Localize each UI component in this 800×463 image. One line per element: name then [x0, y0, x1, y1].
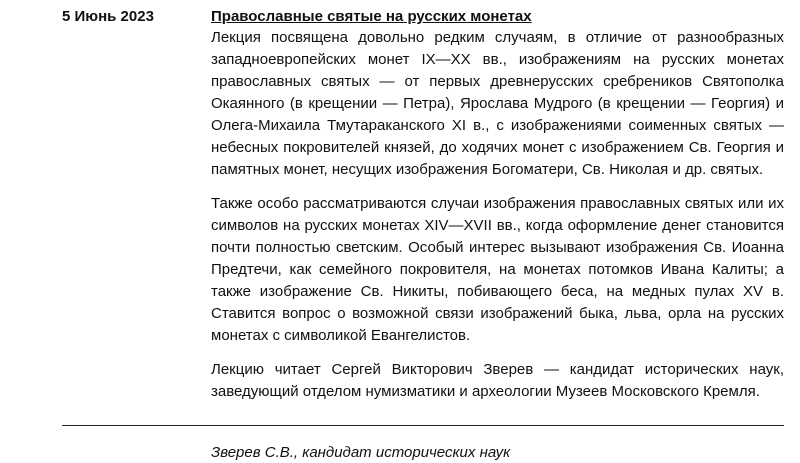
lecture-paragraph-details: Также особо рассматриваются случаи изображения православных святых или их символов на русских монетах XIV—XVII вв., когда оформление денег становится почти полностью светским. Особый интерес вызывают изображения Св. Иоанна Предтечи, как семейного покровителя, на монетах потомков Ивана Калиты; а также изображение Св. Никиты, побивающего беса, на медных пулах XV в. Ставится вопрос о возможной связи изображений быка, льва, орла на русских монетах с символикой Евангелистов. — [211, 195, 784, 344]
divider-line — [62, 425, 784, 426]
lecture-author: Зверев С.В., кандидат исторических наук — [211, 444, 511, 461]
lecture-title: Православные святые на русских монетах — [211, 8, 532, 25]
lecture-content — [211, 7, 784, 463]
lecture-paragraph-topic: Лекция посвящена довольно редким случаям, в отличие от разнообразных западноевропейских монет IX—XX вв., изображениям на русских монетах православных святых — от первых древнерусских сребреников Святополка Окаянного (в крещении — Петра), Ярослава Мудрого (в крещении — Георгия) и Олега-Михаила Тмутараканского XI в., с изображениями соименных святых — небесных покровителей князей, до ходячих монет с изображением Св. Георгия и памятных монет, несущих изображения Богоматери, Св. Николая и др. святых. — [211, 29, 784, 178]
lecture-date: 5 Июнь 2023 — [62, 8, 154, 25]
lecture-paragraph-speaker: Лекцию читает Сергей Викторович Зверев — кандидат исторических наук, заведующий отделом нумизматики и археологии Музеев Московского Кремля. — [211, 361, 784, 400]
